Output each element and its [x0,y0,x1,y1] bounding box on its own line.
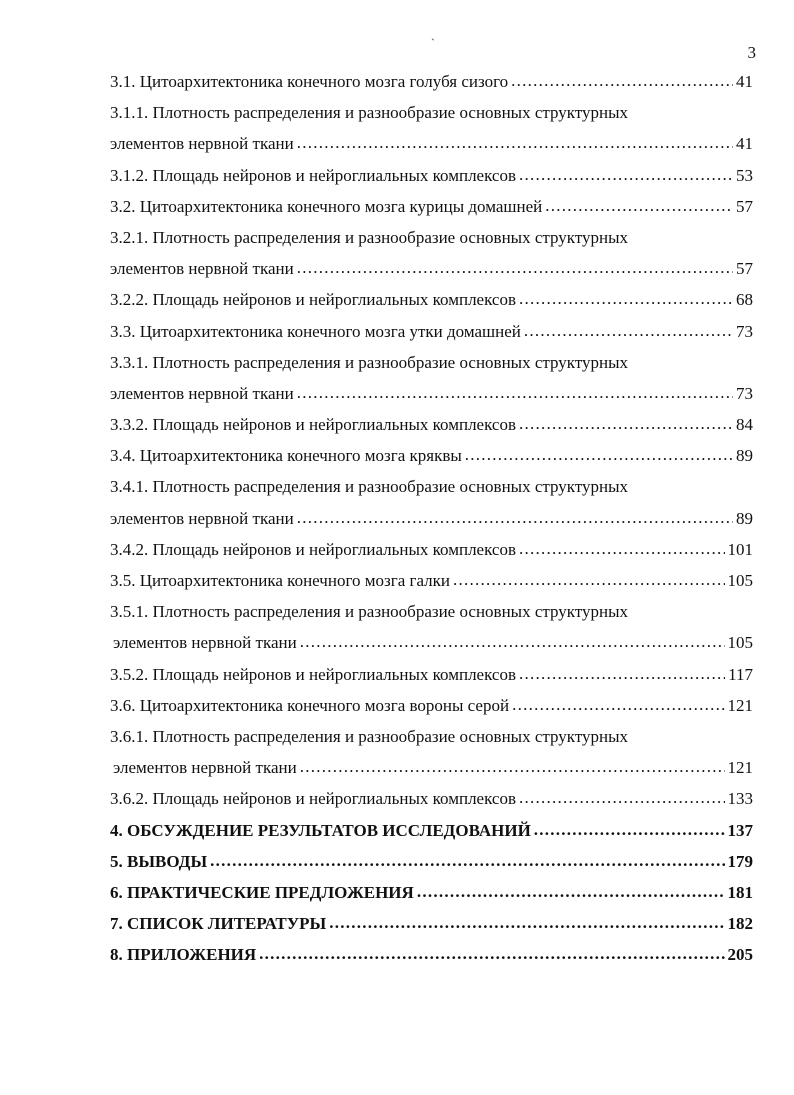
toc-entry-title: 3.6. Цитоархитектоника конечного мозга вороны серой [110,695,510,715]
toc-entry[interactable] [110,939,753,970]
toc-entry-page: 105 [727,633,753,653]
toc-entry[interactable] [110,191,753,222]
toc-entry-page: 68 [736,290,753,310]
dot-leader [297,502,733,533]
dot-leader [519,283,733,314]
dot-leader [297,377,733,408]
toc-entry-title: элементов нервной ткани [110,259,294,279]
toc-entry-title: 3.3.1. Плотность распределения и разнообразие основных структурных [110,352,629,372]
toc-entry-page: 73 [736,383,753,403]
toc-entry-page: 73 [736,321,753,341]
toc-entry-title: 3.3. Цитоархитектоника конечного мозга утки домашней [110,321,521,341]
toc-entry-title: элементов нервной ткани [113,758,297,778]
toc-entry-page: 133 [727,789,753,809]
toc-entry-title: 3.4.1. Плотность распределения и разнообразие основных структурных [110,477,629,497]
toc-entry-page: 137 [727,820,753,840]
toc-entry-title: 3.4.2. Площадь нейронов и нейроглиальных комплексов [110,539,517,559]
dot-leader [453,564,725,595]
toc-entry-title: 3.5.2. Площадь нейронов и нейроглиальных комплексов [110,664,517,684]
toc-entry-title: элементов нервной ткани [110,383,294,403]
toc-entry-page: 41 [736,134,753,154]
toc-entry[interactable] [110,347,753,378]
dot-leader [519,408,733,439]
toc-entry[interactable] [110,284,753,315]
scan-mark: ` [431,36,435,50]
toc-entry[interactable] [110,596,753,627]
dot-leader [417,876,725,907]
toc-entry[interactable] [110,659,753,690]
toc-entry-title: 3.5. Цитоархитектоника конечного мозга галки [110,571,450,590]
toc-entry[interactable] [110,752,753,783]
toc-entry-title: 5. ВЫВОДЫ [110,851,208,871]
dot-leader [259,938,724,969]
toc-entry-title: 3.2.2. Площадь нейронов и нейроглиальных комплексов [110,290,517,310]
toc-entry-page: 121 [727,758,753,778]
toc-entry[interactable] [110,627,753,658]
toc-entry[interactable] [110,222,753,253]
dot-leader [519,658,725,689]
toc-entry-title: 3.1. Цитоархитектоника конечного мозга голубя сизого [110,72,509,91]
toc-entry[interactable] [110,253,753,284]
toc-entry[interactable] [110,783,753,814]
toc-entry[interactable] [110,846,753,877]
toc-entry-page: 57 [736,196,753,216]
dot-leader [512,689,724,720]
toc-entry-title: 3.3.2. Площадь нейронов и нейроглиальных комплексов [110,415,517,435]
toc-entry-page: 182 [727,914,753,934]
page-number: 3 [747,43,756,62]
toc-entry-title: 4. ОБСУЖДЕНИЕ РЕЗУЛЬТАТОВ ИССЛЕДОВАНИЙ [110,820,531,840]
toc-entry[interactable] [110,128,753,159]
toc-entry[interactable] [110,97,753,128]
toc-entry[interactable] [110,565,753,596]
dot-leader [524,315,733,346]
toc-entry[interactable] [110,877,753,908]
toc-entry-title: 3.6.2. Площадь нейронов и нейроглиальных комплексов [110,789,517,809]
dot-leader [329,907,724,938]
toc-entry-page: 89 [736,446,753,466]
toc-entry[interactable] [110,378,753,409]
toc-entry[interactable] [110,160,753,191]
toc-entry-page: 53 [736,165,753,185]
dot-leader [519,159,733,190]
dot-leader [534,814,725,845]
toc-entry-title: 6. ПРАКТИЧЕСКИЕ ПРЕДЛОЖЕНИЯ [110,882,414,902]
toc-entry-page: 105 [727,571,753,590]
dot-leader [519,782,724,813]
toc-entry[interactable] [110,721,753,752]
table-of-contents [110,66,753,970]
toc-entry-title: 3.4. Цитоархитектоника конечного мозга кряквы [110,446,462,466]
toc-entry-page: 181 [727,882,753,902]
toc-entry-page: 101 [727,539,753,559]
toc-entry[interactable] [110,815,753,846]
toc-entry[interactable] [110,534,753,565]
dot-leader [511,65,733,96]
toc-entry-title: элементов нервной ткани [113,633,297,653]
toc-entry-title: элементов нервной ткани [110,508,294,528]
toc-entry-page: 205 [727,945,753,965]
toc-entry-page: 121 [727,695,753,715]
toc-entry[interactable] [110,471,753,502]
toc-entry-page: 57 [736,259,753,279]
toc-entry-title: 3.1.1. Плотность распределения и разнообразие основных структурных [110,103,629,123]
dot-leader [300,626,725,657]
dot-leader [300,751,725,782]
toc-entry[interactable] [110,908,753,939]
toc-entry-page: 179 [727,851,753,871]
toc-entry-title: 8. ПРИЛОЖЕНИЯ [110,945,257,965]
dot-leader [545,190,733,221]
dot-leader [519,533,724,564]
toc-entry-title: элементов нервной ткани [110,134,294,154]
toc-entry-page: 89 [736,508,753,528]
toc-entry-title: 3.1.2. Площадь нейронов и нейроглиальных комплексов [110,165,517,185]
toc-entry[interactable] [110,316,753,347]
toc-entry-title: 3.5.1. Плотность распределения и разнообразие основных структурных [110,602,629,622]
toc-entry[interactable] [110,440,753,471]
dot-leader [297,252,733,283]
toc-entry-title: 3.2.1. Плотность распределения и разнообразие основных структурных [110,227,629,247]
toc-entry-title: 3.2. Цитоархитектоника конечного мозга курицы домашней [110,196,543,216]
dot-leader [465,439,733,470]
toc-entry[interactable] [110,66,753,97]
toc-entry-title: 3.6.1. Плотность распределения и разнообразие основных структурных [110,726,629,746]
dot-leader [297,127,733,158]
toc-entry-page: 117 [728,664,753,684]
toc-entry[interactable] [110,690,753,721]
dot-leader [210,845,724,876]
toc-entry[interactable] [110,503,753,534]
toc-entry-title: 7. СПИСОК ЛИТЕРАТУРЫ [110,914,327,934]
toc-entry-page: 41 [736,72,753,91]
toc-entry[interactable] [110,409,753,440]
toc-entry-page: 84 [736,415,753,435]
